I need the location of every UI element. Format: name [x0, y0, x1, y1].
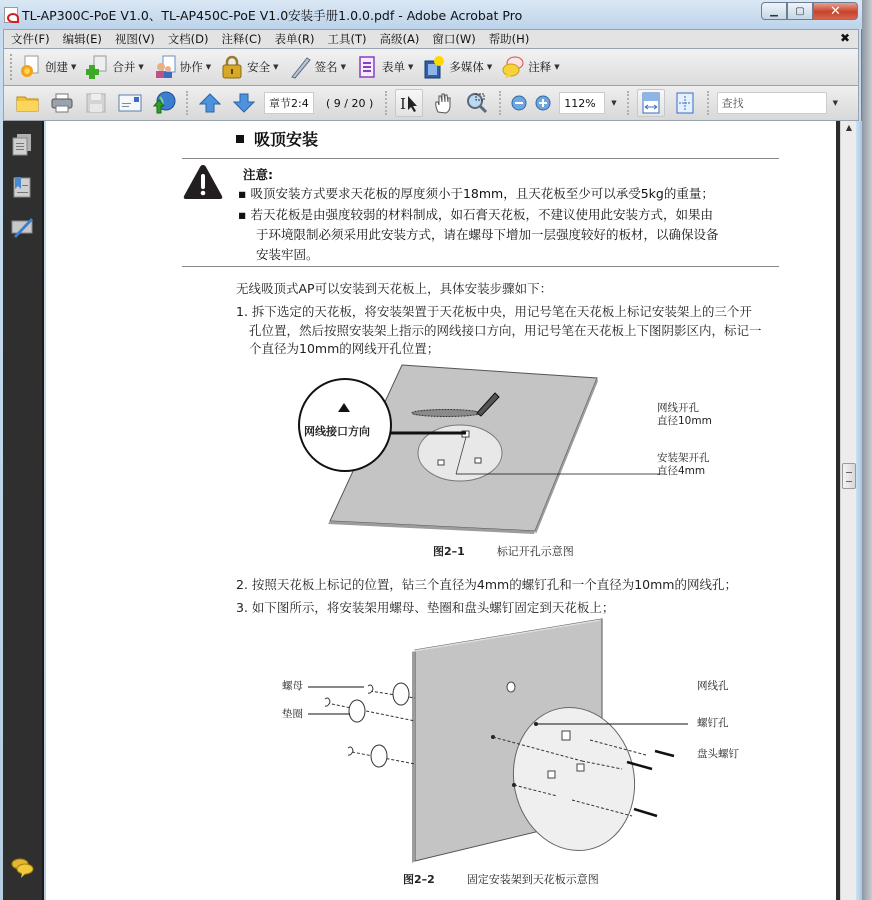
desktop-background — [862, 0, 872, 900]
chevron-down-icon: ▼ — [340, 63, 346, 71]
toolbar-separator — [707, 91, 709, 115]
find-input[interactable]: 查找 — [717, 92, 827, 114]
zoom-in-button[interactable] — [533, 89, 553, 117]
figure-number: 图2–1 — [433, 545, 465, 558]
chevron-down-icon: ▼ — [205, 63, 212, 71]
magnifier-icon — [466, 92, 488, 114]
text-select-cursor-icon — [398, 93, 420, 113]
menu-forms[interactable]: 表单(R) — [274, 32, 315, 46]
envelope-icon — [118, 94, 142, 112]
menu-edit[interactable]: 编辑(E) — [62, 32, 102, 46]
zoom-level-input[interactable]: 112% — [559, 92, 605, 114]
menu-help[interactable]: 帮助(H) — [488, 32, 530, 46]
hand-icon — [432, 92, 454, 114]
fit-page-icon — [675, 92, 695, 114]
collaborate-button[interactable] — [154, 55, 211, 79]
close-button[interactable]: ✕ — [813, 2, 858, 20]
forms-label: 表单 — [381, 60, 405, 74]
navigation-toolbar — [3, 86, 859, 121]
step1-line-3: 个直径为10mm的网线开孔位置； — [249, 341, 440, 356]
page-number-input[interactable]: 章节2:4 — [264, 92, 314, 114]
figure-2-2 — [272, 616, 792, 900]
print-button[interactable] — [48, 89, 76, 117]
chevron-down-icon: ▼ — [273, 63, 279, 71]
note-title: 注意: — [243, 167, 273, 182]
toolbar-grip[interactable] — [10, 54, 13, 80]
zoom-out-button[interactable] — [509, 89, 529, 117]
fit-width-button[interactable] — [637, 89, 665, 117]
fit-width-icon — [641, 92, 661, 114]
divider — [182, 266, 779, 267]
zoom-out-icon — [511, 95, 527, 111]
figure-2-1 — [290, 361, 760, 566]
pdf-page — [46, 121, 836, 900]
vertical-scrollbar[interactable] — [840, 121, 856, 900]
figure-2-2-caption — [403, 871, 599, 887]
figure-title: 标记开孔示意图 — [496, 545, 574, 558]
divider — [182, 158, 779, 159]
sign-button[interactable] — [289, 55, 346, 79]
step1-line-2: 孔位置，然后按照安装架上指示的网线接口方向，用记号笔在天花板上下图阴影区内，标记一 — [249, 323, 762, 338]
collaborate-label: 协作 — [179, 60, 203, 74]
window-controls — [761, 2, 858, 20]
hand-tool-button[interactable] — [429, 89, 457, 117]
document-view[interactable] — [46, 121, 836, 900]
bullet-square-icon — [236, 135, 244, 143]
next-page-button[interactable] — [230, 89, 258, 117]
sign-label: 签名 — [314, 60, 338, 74]
pdf-file-icon — [4, 7, 18, 23]
menu-tools[interactable]: 工具(T) — [327, 32, 367, 46]
toolbar-separator — [499, 91, 501, 115]
create-label: 创建 — [45, 60, 68, 74]
signatures-panel-icon[interactable] — [11, 215, 33, 239]
chevron-down-icon: ▼ — [407, 63, 414, 71]
printer-icon — [51, 93, 73, 113]
multimedia-button[interactable] — [423, 55, 492, 79]
zoom-in-icon — [535, 95, 551, 111]
floppy-disk-icon — [86, 93, 106, 113]
comments-panel-icon[interactable] — [11, 857, 33, 881]
save-button[interactable] — [82, 89, 110, 117]
multimedia-label: 多媒体 — [449, 60, 484, 74]
section-title: 吸顶安装 — [254, 130, 319, 149]
cable-hole-label: 网线孔 — [697, 680, 729, 692]
note-line-3: 于环境限制必须采用此安装方式，请在螺母下增加一层强度较好的板材，以确保设备 — [256, 227, 719, 242]
previous-page-button[interactable] — [196, 89, 224, 117]
zoom-dropdown-icon[interactable]: ▼ — [611, 99, 617, 107]
nut-label: 螺母 — [282, 680, 303, 692]
cable-hole-label: 网线开孔 — [657, 402, 699, 414]
figure-2-1-caption — [433, 543, 574, 559]
washer-label: 垫圈 — [282, 708, 303, 720]
step2-paragraph: 2. 按照天花板上标记的位置，钻三个直径为4mm的螺钉孔和一个直径为10mm的网线孔； — [236, 577, 737, 592]
bracket-hole-label: 安装架开孔 — [657, 452, 710, 464]
figure-number: 图2–2 — [403, 873, 435, 886]
combine-icon — [86, 55, 108, 79]
form-icon — [356, 55, 378, 79]
note-line-2: ▪ 若天花板是由强度较弱的材料制成，如石膏天花板，不建议使用此安装方式，如果由 — [238, 207, 713, 222]
arrow-down-icon — [233, 93, 255, 113]
cable-direction-callout: 网线接口方向 — [304, 425, 370, 438]
step1-line-1: 1. 拆下选定的天花板，将安装架置于天花板中央，用记号笔在天花板上标记安装架上的三个开 — [236, 304, 752, 319]
lock-icon — [221, 55, 243, 79]
window-title: TL-AP300C-PoE V1.0、TL-AP450C-PoE V1.0安装手册1.0.0.pdf - Adobe Acrobat Pro — [22, 8, 523, 23]
pen-icon — [289, 55, 311, 79]
chevron-down-icon: ▼ — [71, 63, 77, 71]
chevron-down-icon: ▼ — [486, 63, 493, 71]
comment-icon — [502, 55, 524, 79]
chevron-down-icon: ▼ — [554, 63, 560, 71]
svg-text:I: I — [400, 95, 407, 113]
screw-hole-label: 螺钉孔 — [697, 717, 729, 729]
open-button[interactable] — [14, 89, 42, 117]
menu-document[interactable]: 文档(D) — [167, 32, 209, 46]
cable-hole-diameter: 直径10mm — [657, 415, 712, 427]
upload-web-button[interactable] — [150, 89, 178, 117]
minimize-button[interactable]: ▁ — [761, 2, 787, 20]
security-label: 安全 — [247, 60, 271, 74]
menu-window[interactable]: 窗口(W) — [432, 32, 476, 46]
toolbar-separator — [186, 91, 188, 115]
scrollbar-thumb[interactable] — [842, 463, 856, 489]
combine-button[interactable] — [86, 55, 143, 79]
note-line-4: 安装牢固。 — [256, 247, 319, 262]
step3-paragraph: 3. 如下图所示，将安装架用螺母、垫圈和盘头螺钉固定到天花板上； — [236, 600, 615, 615]
section-heading — [236, 127, 318, 150]
menu-bar — [3, 29, 859, 49]
menu-file[interactable]: 文件(F) — [11, 32, 50, 46]
create-pdf-icon — [19, 55, 41, 79]
page-count: ( 9 / 20 ) — [326, 96, 374, 110]
warning-icon — [183, 164, 223, 200]
pages-panel-icon[interactable] — [11, 133, 33, 157]
navigation-panel — [3, 121, 44, 900]
bracket-hole-diameter: 直径4mm — [657, 465, 706, 477]
comment-label: 注释 — [528, 60, 552, 74]
fit-page-button[interactable] — [671, 89, 699, 117]
toolbar-separator — [385, 91, 387, 115]
comment-button[interactable] — [502, 55, 559, 79]
forms-button[interactable] — [356, 55, 413, 79]
toolbar-separator — [627, 91, 629, 115]
globe-upload-icon — [152, 91, 176, 115]
arrow-up-icon — [199, 93, 221, 113]
security-button[interactable] — [221, 55, 278, 79]
intro-paragraph: 无线吸顶式AP可以安装到天花板上，具体安装步骤如下： — [236, 281, 553, 296]
maximize-button[interactable]: ▢ — [787, 2, 813, 20]
email-button[interactable] — [116, 89, 144, 117]
multimedia-icon — [423, 55, 445, 79]
bookmarks-panel-icon[interactable] — [11, 175, 33, 199]
menu-view[interactable]: 视图(V) — [114, 32, 155, 46]
scroll-up-arrow-icon[interactable]: ▲ — [845, 123, 853, 132]
tasks-toolbar — [3, 49, 859, 86]
select-tool-button[interactable] — [395, 89, 423, 117]
folder-icon — [16, 93, 40, 113]
close-document-icon[interactable]: ✖ — [839, 31, 850, 45]
find-dropdown-icon[interactable]: ▼ — [832, 99, 839, 107]
menu-advanced[interactable]: 高级(A) — [379, 32, 420, 46]
pan-head-screw-label: 盘头螺钉 — [697, 748, 739, 760]
title-bar[interactable] — [0, 0, 862, 29]
note-line-1: ▪ 吸顶安装方式要求天花板的厚度须小于18mm，且天花板至少可以承受5kg的重量； — [238, 186, 714, 201]
create-button[interactable] — [19, 55, 76, 79]
marquee-zoom-button[interactable] — [463, 89, 491, 117]
figure-title: 固定安装架到天花板示意图 — [466, 873, 599, 886]
chevron-down-icon: ▼ — [138, 63, 144, 71]
combine-label: 合并 — [112, 60, 136, 74]
collaborate-icon — [154, 55, 176, 79]
menu-comments[interactable]: 注释(C) — [221, 32, 262, 46]
